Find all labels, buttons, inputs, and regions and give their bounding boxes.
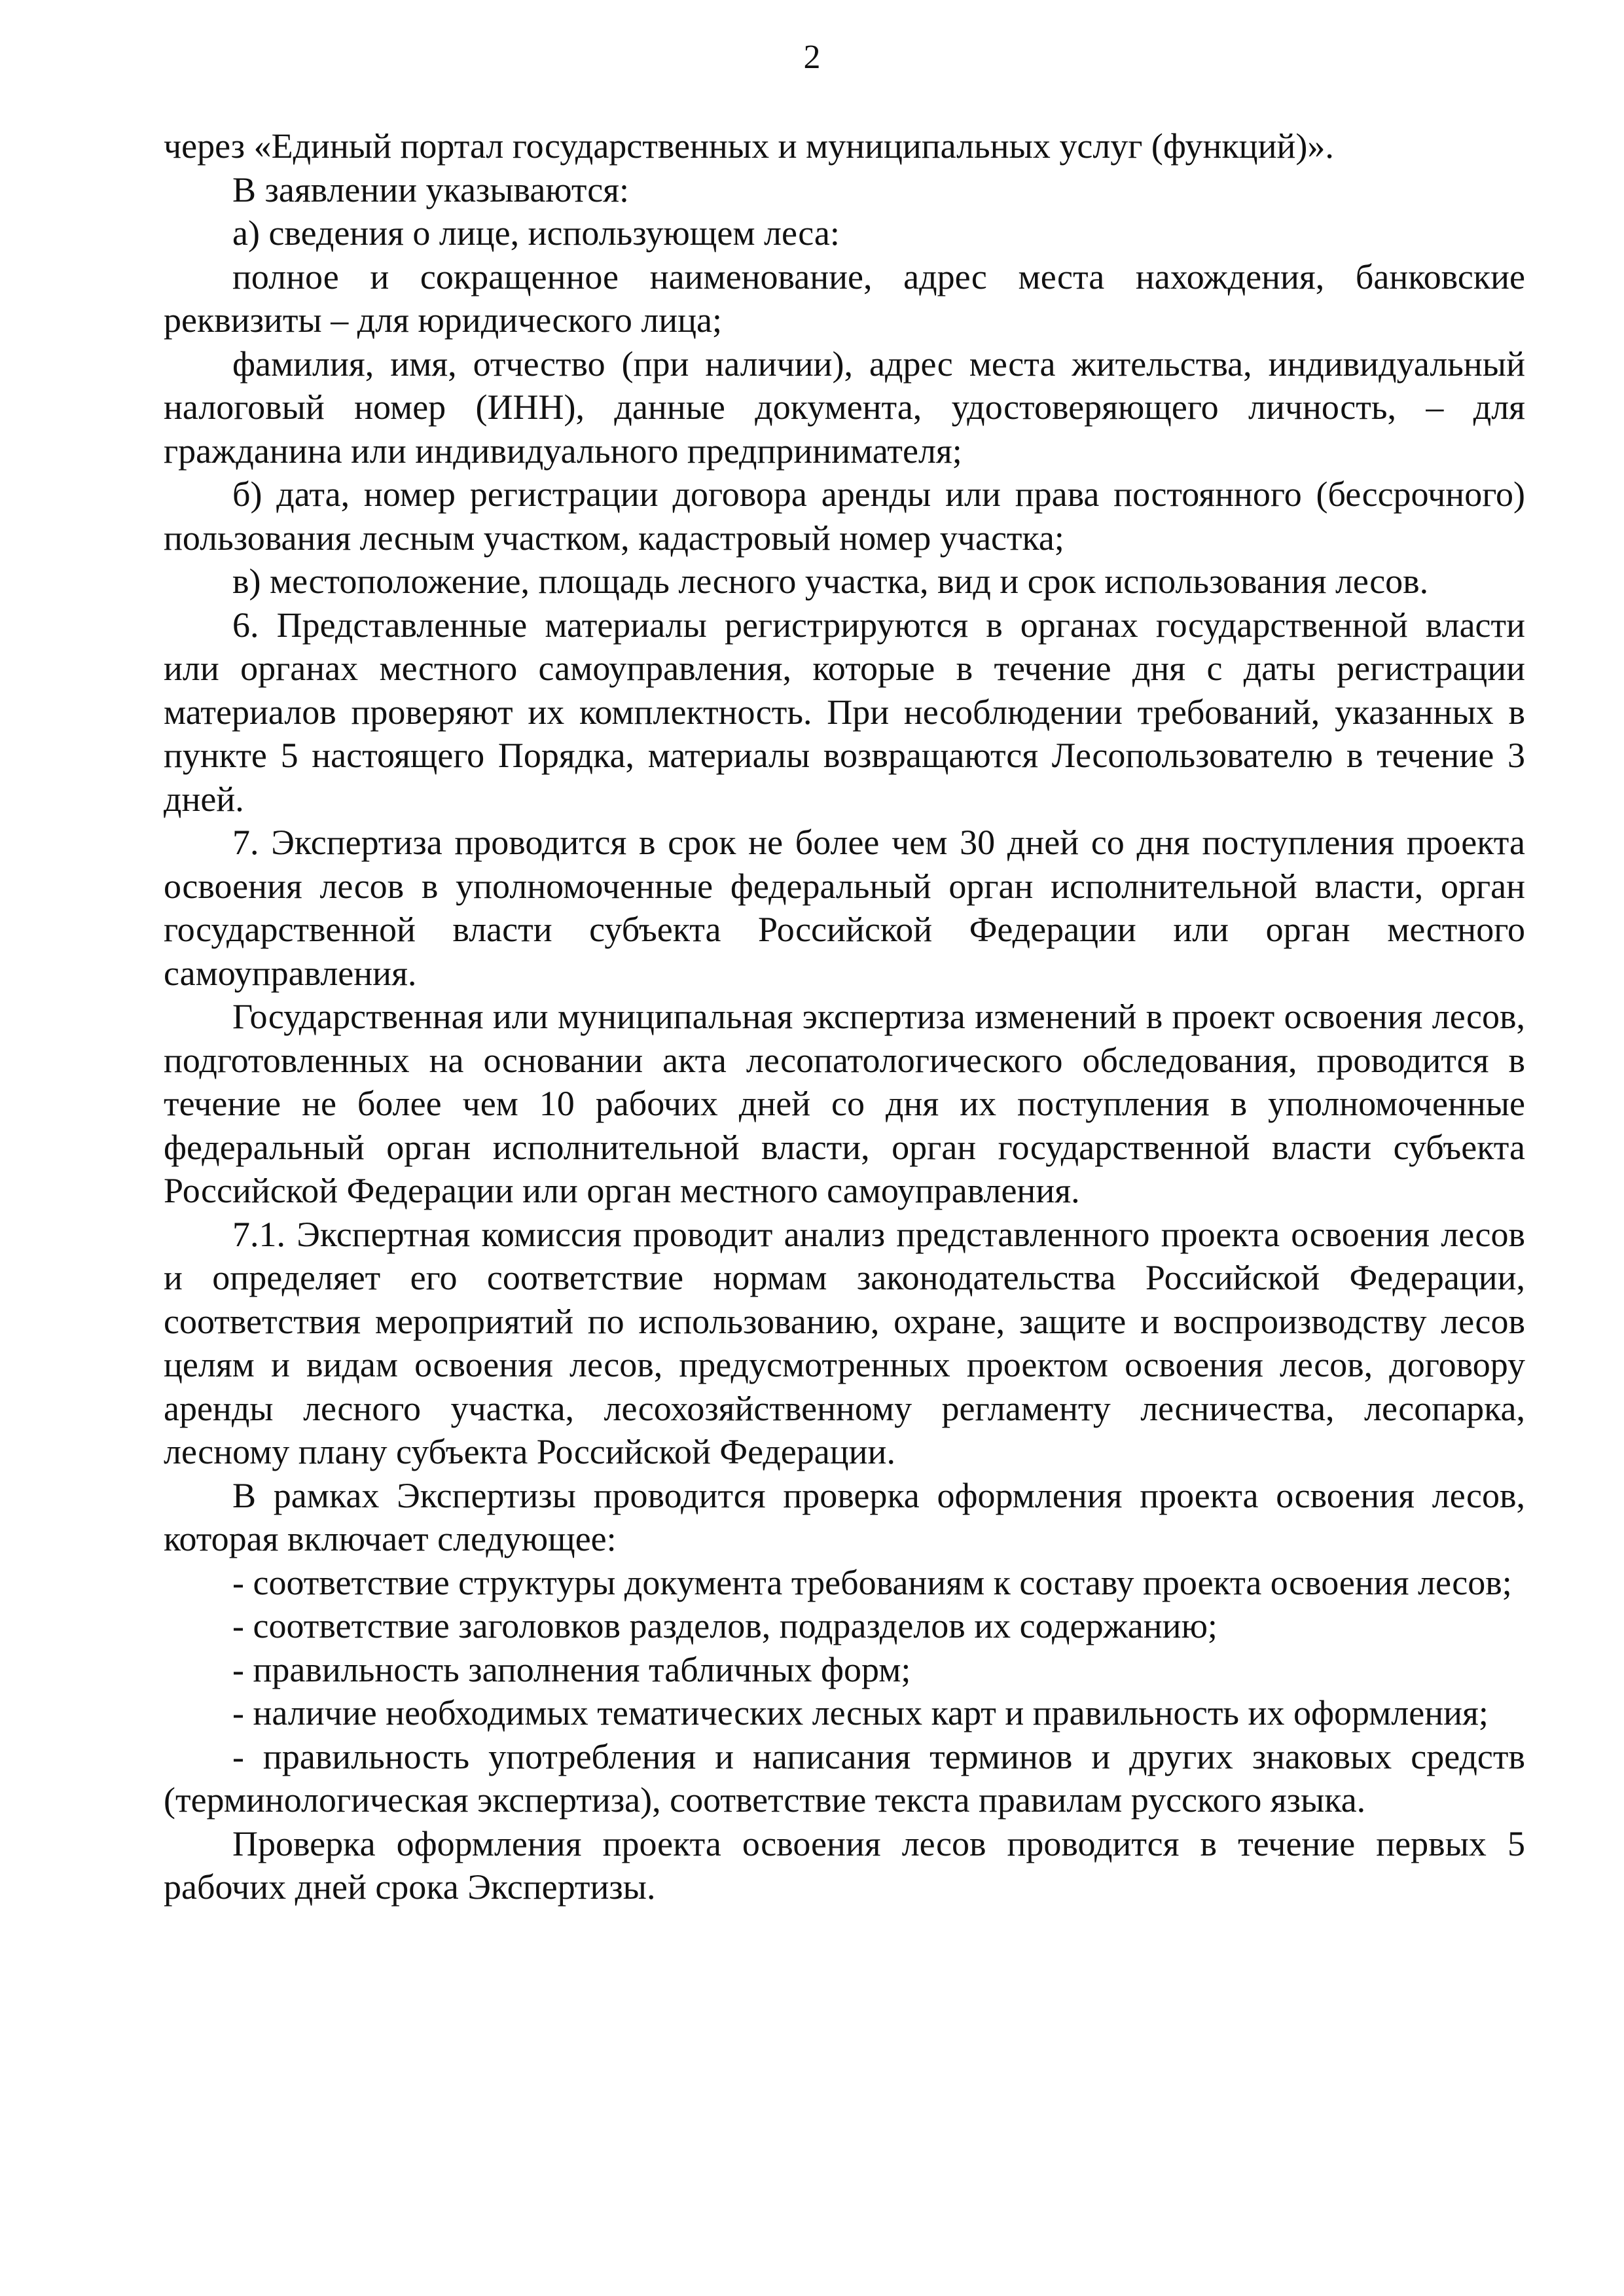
paragraph-state-expertise: Государственная или муниципальная экспертиза изменений в проект освоения лесов, подготовленных на основании акта лесопатологического обследования, проводится в течение не более чем 10 рабочих дней со дня их поступления в уполномоченные федеральный орган исполнительной власти, орган государственной власти субъекта Российской Федерации или орган местного самоуправления.: [164, 997, 1525, 1210]
page-number: 2: [803, 39, 821, 76]
paragraph-item-a: а) сведения о лице, использующем леса:: [232, 213, 840, 253]
list-item-structure: - соответствие структуры документа требованиям к составу проекта освоения лесов;: [232, 1562, 1512, 1602]
paragraph-clause-6: 6. Представленные материалы регистрируются в органах государственной власти или органах местного самоуправления, которые в течение дня с даты регистрации материалов проверяют их комплектность. При несоблюдении требований, указанных в пункте 5 настоящего Порядка, материалы возвращаются Лесопользователю в течение 3 дней.: [164, 605, 1525, 819]
paragraph-check-duration: Проверка оформления проекта освоения лесов проводится в течение первых 5 рабочих дней срока Экспертизы.: [164, 1823, 1525, 1907]
list-item-tables: - правильность заполнения табличных форм;: [232, 1649, 911, 1689]
paragraph-item-b: б) дата, номер регистрации договора аренды или права постоянного (бессрочного) пользования лесным участком, кадастровый номер участка;: [164, 475, 1525, 558]
list-item-headings: - соответствие заголовков разделов, подразделов их содержанию;: [232, 1606, 1218, 1645]
list-item-terminology: - правильность употребления и написания терминов и других знаковых средств (терминологическая экспертиза), соответствие текста правилам русского языка.: [164, 1736, 1525, 1820]
paragraph-item-v: в) местоположение, площадь лесного участка, вид и срок использования лесов.: [232, 562, 1429, 601]
list-item-maps: - наличие необходимых тематических лесных карт и правильность их оформления;: [232, 1693, 1489, 1732]
paragraph-citizen: фамилия, имя, отчество (при наличии), адрес места жительства, индивидуальный налоговый номер (ИНН), данные документа, удостоверяющего личность, – для гражданина или индивидуального предпринимателя;: [164, 344, 1525, 471]
paragraph-expertise-check: В рамках Экспертизы проводится проверка оформления проекта освоения лесов, которая включает следующее:: [164, 1475, 1525, 1558]
paragraph-legal-entity: полное и сокращенное наименование, адрес места нахождения, банковские реквизиты – для юридического лица;: [164, 257, 1525, 340]
paragraph-clause-7: 7. Экспертиза проводится в срок не более чем 30 дней со дня поступления проекта освоения лесов в уполномоченные федеральный орган исполнительной власти, орган государственной власти субъекта Российской Федерации или орган местного самоуправления.: [164, 823, 1525, 993]
paragraph-portal-continuation: через «Единый портал государственных и муниципальных услуг (функций)».: [164, 126, 1334, 166]
paragraph-application-contents: В заявлении указываются:: [232, 170, 629, 209]
paragraph-clause-7-1: 7.1. Экспертная комиссия проводит анализ представленного проекта освоения лесов и определяет его соответствие нормам законодательства Российской Федерации, соответствия мероприятий по использованию, охране, защите и воспроизводству лесов целям и видам освоения лесов, предусмотренных проектом освоения лесов, договору аренды лесного участка, лесохозяйственному регламенту лесничества, лесопарка, лесному плану субъекта Российской Федерации.: [164, 1214, 1525, 1471]
document-body: [164, 124, 1525, 1909]
